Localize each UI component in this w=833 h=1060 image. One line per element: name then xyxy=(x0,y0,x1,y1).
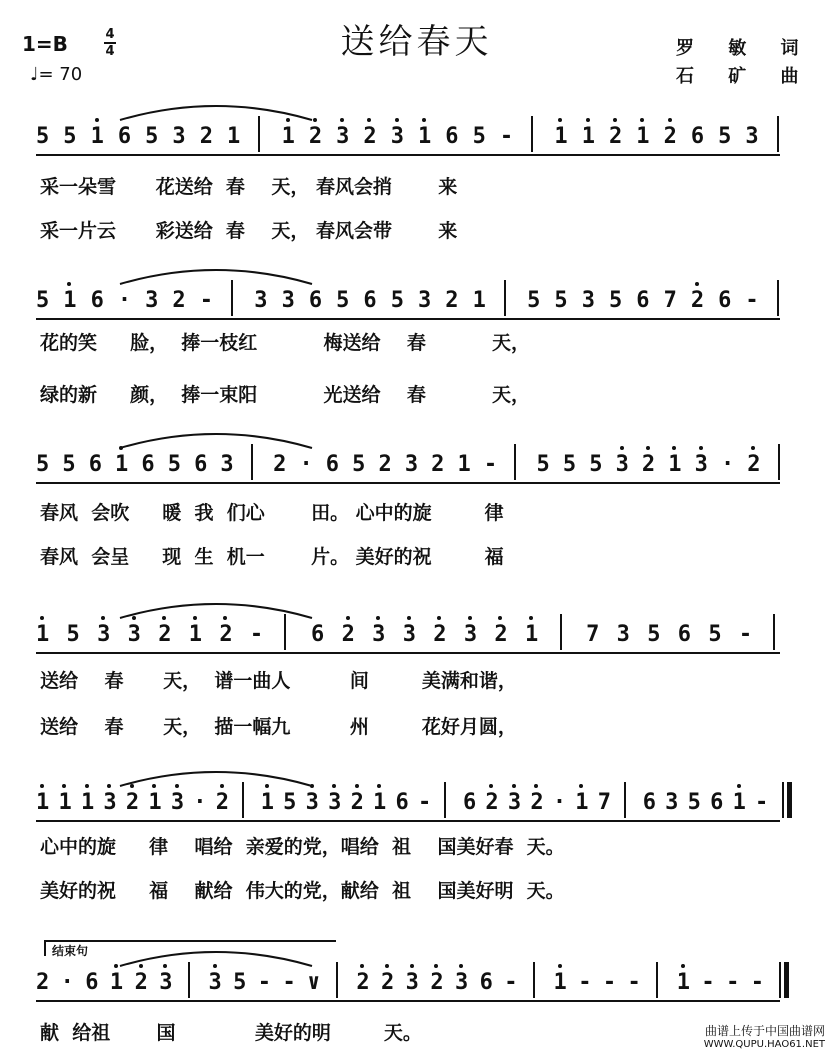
note: - xyxy=(499,124,514,149)
lyrics-line: 绿的新 颜， 捧一束阳 光送给 春 天， xyxy=(40,384,531,406)
note: 1 xyxy=(418,124,431,149)
note: 5 xyxy=(145,124,159,149)
octave-dot xyxy=(67,282,71,286)
note: 3 xyxy=(336,124,349,149)
note: 5 xyxy=(336,288,350,313)
octave-dot xyxy=(737,784,741,788)
composer-credit: 石 矿 曲 xyxy=(676,66,813,87)
note: 1 xyxy=(582,124,595,149)
note: 1 xyxy=(189,622,202,647)
note: - xyxy=(738,622,753,647)
note: 6 xyxy=(90,288,104,313)
note: 5 xyxy=(167,452,181,477)
time-signature xyxy=(104,28,116,58)
lyrics-line: 美好的祝 福 献给 伟大的党，献给 祖 国美好明 天。 xyxy=(40,880,565,902)
lyrics-line: 花的笑 脸， 捧一枝红 梅送给 春 天， xyxy=(40,332,531,354)
watermark-line: 曲谱上传于中国曲谱网 xyxy=(704,1024,825,1038)
note: 3 xyxy=(128,622,141,647)
octave-dot xyxy=(534,784,538,788)
note: 1 xyxy=(636,124,649,149)
note: 2 xyxy=(216,790,229,815)
note: 5 xyxy=(589,452,603,477)
octave-dot xyxy=(95,118,99,122)
note: 2 xyxy=(530,790,543,815)
octave-dot xyxy=(40,784,44,788)
octave-dot xyxy=(434,964,438,968)
note: 6 xyxy=(690,124,705,149)
barline xyxy=(336,962,338,998)
note: 5 xyxy=(63,124,77,149)
note: 1 xyxy=(58,790,71,815)
note: 2 xyxy=(642,452,655,477)
note: 2 xyxy=(36,970,50,995)
note: 2 xyxy=(158,622,171,647)
octave-dot xyxy=(640,118,644,122)
octave-dot xyxy=(699,446,703,450)
note: 3 xyxy=(172,124,186,149)
slur-arc xyxy=(116,426,316,450)
note: · xyxy=(117,288,132,313)
note: 3 xyxy=(145,288,159,313)
note: 3 xyxy=(404,452,419,477)
note: 1 xyxy=(282,124,295,149)
note: 1 xyxy=(575,790,588,815)
note: 5 xyxy=(36,124,50,149)
note: 6 xyxy=(710,790,724,815)
barline xyxy=(624,782,626,818)
lyrics-line: 心中的旋 律 唱给 亲爱的党，唱给 祖 国美好春 天。 xyxy=(40,836,565,858)
note: 6 xyxy=(718,288,732,313)
octave-dot xyxy=(668,118,672,122)
note: 5 xyxy=(472,124,486,149)
octave-dot xyxy=(681,964,685,968)
octave-dot xyxy=(407,616,411,620)
note: 3 xyxy=(209,970,222,995)
barline xyxy=(560,614,562,650)
note: 6 xyxy=(363,288,377,313)
note: - xyxy=(701,970,715,995)
note: 2 xyxy=(381,970,394,995)
note: 6 xyxy=(642,790,656,815)
note: 3 xyxy=(406,970,419,995)
lyrics-line: 送给 春 天， 描一幅九 州 花好月圆， xyxy=(40,716,517,738)
octave-dot xyxy=(385,964,389,968)
octave-dot xyxy=(586,118,590,122)
note: 1 xyxy=(457,452,471,477)
octave-dot xyxy=(332,784,336,788)
time-signature-bottom: 4 xyxy=(105,44,115,59)
note: 3 xyxy=(391,124,404,149)
note: - xyxy=(418,790,432,815)
note: · xyxy=(299,452,313,477)
site-watermark xyxy=(704,1024,825,1052)
note: 1 xyxy=(36,790,49,815)
note: 3 xyxy=(220,452,234,477)
note: 6 xyxy=(194,452,208,477)
song-title: 送给春天 xyxy=(340,22,493,62)
note: 7 xyxy=(597,790,611,815)
note: 2 xyxy=(430,970,443,995)
note: 5 xyxy=(554,288,568,313)
note: · xyxy=(720,452,735,477)
note: 5 xyxy=(66,622,80,647)
note: 5 xyxy=(562,452,577,477)
note: 5 xyxy=(718,124,732,149)
note: 3 xyxy=(745,124,759,149)
note: - xyxy=(282,970,296,995)
octave-dot xyxy=(101,616,105,620)
note: - xyxy=(578,970,592,995)
note: 1 xyxy=(227,124,241,149)
note: 6 xyxy=(395,790,409,815)
note: 3 xyxy=(464,622,477,647)
lyrics-line: 春风 会呈 现 生 机一 片。 美好的祝 福 xyxy=(40,546,504,568)
octave-dot xyxy=(695,282,699,286)
octave-dot xyxy=(558,118,562,122)
note: 5 xyxy=(708,622,722,647)
note: 6 xyxy=(311,622,325,647)
note: 3 xyxy=(372,622,385,647)
lyrics-line: 采一片云 彩送给 春 天， 春风会带 来 xyxy=(40,220,458,242)
octave-dot xyxy=(613,118,617,122)
octave-dot xyxy=(459,964,463,968)
note: 3 xyxy=(695,452,708,477)
note: 6 xyxy=(85,970,99,995)
beam-line xyxy=(36,154,780,156)
note: - xyxy=(504,970,518,995)
note: 6 xyxy=(677,622,691,647)
note: 3 xyxy=(171,790,184,815)
note: - xyxy=(745,288,759,313)
octave-dot xyxy=(468,616,472,620)
note: 5 xyxy=(352,452,366,477)
note: 3 xyxy=(281,288,295,313)
note: - xyxy=(602,970,617,995)
note: 1 xyxy=(63,288,76,313)
note: 2 xyxy=(356,970,369,995)
note: - xyxy=(627,970,641,995)
note: 3 xyxy=(97,622,110,647)
note: 2 xyxy=(172,288,186,313)
note: 5 xyxy=(536,452,550,477)
lyrics-line: 送给 春 天， 谱一曲人 间 美满和谐， xyxy=(40,670,517,692)
octave-dot xyxy=(620,446,624,450)
note: - xyxy=(726,970,740,995)
note: 2 xyxy=(309,124,322,149)
beam-line xyxy=(36,482,780,484)
octave-dot xyxy=(672,446,676,450)
note: 5 xyxy=(687,790,701,815)
octave-dot xyxy=(107,784,111,788)
note: 1 xyxy=(91,124,104,149)
note: 7 xyxy=(663,288,677,313)
note: 3 xyxy=(665,790,679,815)
octave-dot xyxy=(410,964,414,968)
note: 2 xyxy=(664,124,677,149)
octave-dot xyxy=(512,784,516,788)
note: 1 xyxy=(472,288,486,313)
octave-dot xyxy=(346,616,350,620)
beam-line xyxy=(36,318,780,320)
octave-dot xyxy=(376,616,380,620)
note: 6 xyxy=(325,452,340,477)
note: 5 xyxy=(233,970,247,995)
octave-dot xyxy=(489,784,493,788)
note: 2 xyxy=(363,124,376,149)
lyrics-line: 采一朵雪 花送给 春 天， 春风会捎 来 xyxy=(40,176,458,198)
barline xyxy=(514,444,516,480)
slur-arc xyxy=(116,596,316,620)
octave-dot xyxy=(62,784,66,788)
note: 1 xyxy=(36,622,49,647)
barline xyxy=(773,614,775,650)
note: 3 xyxy=(418,288,432,313)
lyrics-line: 春风 会吹 暖 我 们心 田。 心中的旋 律 xyxy=(40,502,504,524)
octave-dot xyxy=(751,446,755,450)
octave-dot xyxy=(498,616,502,620)
barline xyxy=(504,280,506,316)
note: 6 xyxy=(141,452,155,477)
note: - xyxy=(755,790,769,815)
note: 2 xyxy=(273,452,287,477)
note: 5 xyxy=(36,452,50,477)
note: 5 xyxy=(36,288,50,313)
note: ∨ xyxy=(307,970,321,995)
note: 6 xyxy=(445,124,459,149)
lyricist-credit: 罗 敏 词 xyxy=(676,38,813,59)
barline xyxy=(782,782,784,818)
slur-arc xyxy=(116,98,316,122)
octave-dot xyxy=(40,616,44,620)
slur-arc xyxy=(116,764,316,788)
ending-label: 结束句 xyxy=(52,944,89,958)
octave-dot xyxy=(422,118,426,122)
note: 3 xyxy=(306,790,319,815)
octave-dot xyxy=(340,118,344,122)
note: 2 xyxy=(135,970,148,995)
note: · xyxy=(552,790,567,815)
note: 3 xyxy=(328,790,341,815)
note: 5 xyxy=(390,288,404,313)
note: 1 xyxy=(115,452,128,477)
note: 2 xyxy=(126,790,139,815)
note: 5 xyxy=(647,622,661,647)
note: 1 xyxy=(733,790,746,815)
note: 3 xyxy=(403,622,416,647)
note: 5 xyxy=(527,288,541,313)
key-signature: 1=B xyxy=(22,32,68,56)
ending-bracket xyxy=(44,940,336,956)
watermark-url: WWW.QUPU.HAO61.NET xyxy=(703,1039,825,1050)
note: 2 xyxy=(609,124,622,149)
note: 6 xyxy=(636,288,650,313)
octave-dot xyxy=(437,616,441,620)
time-signature-top: 4 xyxy=(105,27,115,42)
note: 6 xyxy=(88,452,102,477)
note: 3 xyxy=(508,790,521,815)
note: 1 xyxy=(110,970,123,995)
note: 1 xyxy=(668,452,681,477)
note: 3 xyxy=(103,790,116,815)
octave-dot xyxy=(377,784,381,788)
note: 5 xyxy=(609,288,623,313)
octave-dot xyxy=(85,784,89,788)
note: 2 xyxy=(494,622,507,647)
note: 2 xyxy=(445,288,459,313)
note: 2 xyxy=(351,790,364,815)
note: 1 xyxy=(261,790,274,815)
note: 6 xyxy=(117,124,132,149)
octave-dot xyxy=(646,446,650,450)
note: 3 xyxy=(616,452,629,477)
barline xyxy=(656,962,658,998)
barline xyxy=(779,962,781,998)
note: 1 xyxy=(677,970,690,995)
lyrics-line: 献 给祖 国 美好的明 天。 xyxy=(40,1022,422,1044)
note: 2 xyxy=(219,622,232,647)
note: 3 xyxy=(581,288,595,313)
note: 5 xyxy=(62,452,76,477)
octave-dot xyxy=(360,964,364,968)
note: 3 xyxy=(254,288,268,313)
beam-line xyxy=(36,652,780,654)
note: 2 xyxy=(433,622,446,647)
beam-line xyxy=(36,1000,780,1002)
note: 1 xyxy=(81,790,94,815)
note: 2 xyxy=(431,452,445,477)
final-barline xyxy=(787,782,792,818)
barline xyxy=(777,116,779,152)
note: - xyxy=(257,970,272,995)
note: 2 xyxy=(378,452,392,477)
tempo-marking: ♩= 70 xyxy=(30,64,83,85)
note: 1 xyxy=(373,790,386,815)
octave-dot xyxy=(355,784,359,788)
note: 1 xyxy=(148,790,161,815)
note: 6 xyxy=(479,970,493,995)
note: - xyxy=(199,288,213,313)
note: - xyxy=(750,970,764,995)
note: 3 xyxy=(159,970,172,995)
barline xyxy=(533,962,535,998)
beam-line xyxy=(36,820,780,822)
barline xyxy=(778,444,780,480)
note: 3 xyxy=(616,622,630,647)
note: 3 xyxy=(455,970,468,995)
octave-dot xyxy=(529,616,533,620)
note: 2 xyxy=(342,622,355,647)
note: 7 xyxy=(586,622,600,647)
note: 2 xyxy=(199,124,213,149)
note: 6 xyxy=(462,790,477,815)
note: - xyxy=(249,622,264,647)
note: 6 xyxy=(308,288,323,313)
barline xyxy=(444,782,446,818)
octave-dot xyxy=(558,964,562,968)
final-barline xyxy=(784,962,789,998)
octave-dot xyxy=(395,118,399,122)
note: · xyxy=(60,970,74,995)
note: 5 xyxy=(283,790,297,815)
octave-dot xyxy=(579,784,583,788)
note: 1 xyxy=(554,124,567,149)
note: - xyxy=(483,452,498,477)
note: 2 xyxy=(485,790,498,815)
note: 1 xyxy=(525,622,538,647)
octave-dot xyxy=(367,118,371,122)
barline xyxy=(777,280,779,316)
note: 1 xyxy=(554,970,567,995)
barline xyxy=(531,116,533,152)
note: 2 xyxy=(691,288,704,313)
note: 2 xyxy=(747,452,760,477)
note: · xyxy=(193,790,207,815)
slur-arc xyxy=(116,262,316,286)
